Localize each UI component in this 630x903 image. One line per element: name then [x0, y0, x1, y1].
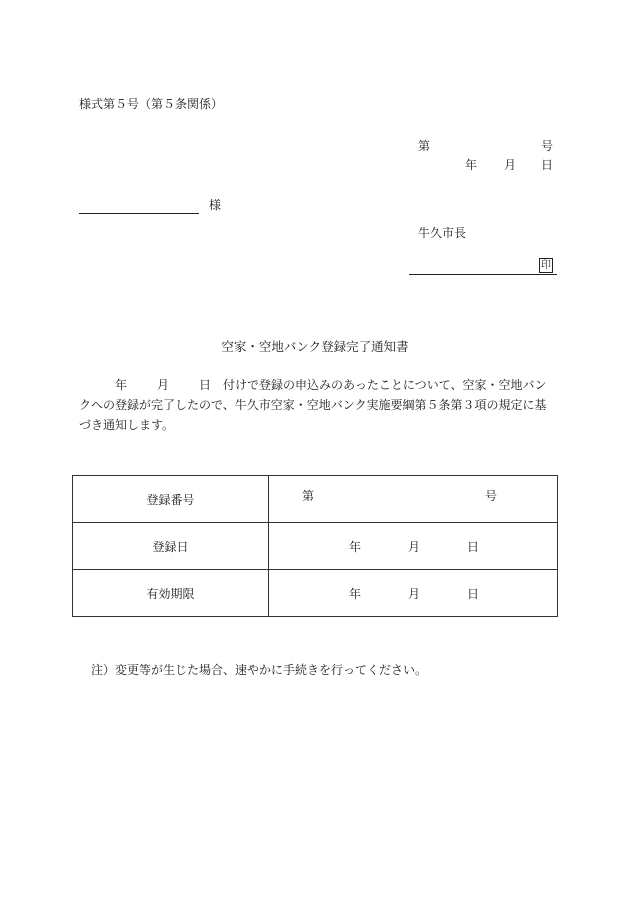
- body-text: 付けで登録の申込みのあったことについて、空家・空地バンクへの登録が完了したので、牛久市空家・空地バンク実施要綱第５条第３項の規定に基づき通知します。: [79, 378, 547, 432]
- issue-date-day: 日: [541, 158, 554, 172]
- issue-date-month: 月: [504, 158, 517, 172]
- reference-suffix: 号: [541, 139, 554, 153]
- registration-number-prefix: 第: [302, 488, 315, 503]
- form-number: 様式第５号（第５条関係）: [79, 97, 224, 111]
- row-label-registration-date: 登録日: [73, 523, 269, 570]
- row-label-registration-number: 登録番号: [73, 476, 269, 523]
- reference-prefix: 第: [418, 139, 431, 153]
- addressee-name-line: [79, 213, 199, 214]
- issue-date-year: 年: [465, 158, 478, 172]
- registration-date-day: 日: [467, 539, 480, 554]
- footer-note: 注）変更等が生じた場合、速やかに手続きを行ってください。: [91, 663, 428, 677]
- body-day: 日: [199, 378, 212, 392]
- expiry-date-month: 月: [408, 586, 421, 601]
- expiry-date-year: 年: [349, 586, 362, 601]
- expiry-date-value: [269, 570, 558, 617]
- registration-table: [72, 475, 558, 617]
- table-row: [73, 476, 558, 523]
- registration-number-suffix: 号: [484, 488, 497, 503]
- issuer-title: 牛久市長: [418, 226, 467, 240]
- registration-date-value: [269, 523, 558, 570]
- expiry-date-day: 日: [467, 586, 480, 601]
- addressee-honorific: 様: [209, 198, 222, 212]
- body-year: 年: [115, 378, 128, 392]
- signature-line: [409, 274, 557, 275]
- body-month: 月: [157, 378, 170, 392]
- seal-mark: 印: [541, 260, 551, 271]
- body-paragraph: [79, 375, 557, 435]
- document-title: 空家・空地バンク登録完了通知書: [221, 339, 409, 354]
- row-label-expiry-date: 有効期限: [73, 570, 269, 617]
- table-row: [73, 523, 558, 570]
- registration-date-year: 年: [349, 539, 362, 554]
- registration-number-value: [269, 476, 558, 523]
- table-row: [73, 570, 558, 617]
- registration-date-month: 月: [408, 539, 421, 554]
